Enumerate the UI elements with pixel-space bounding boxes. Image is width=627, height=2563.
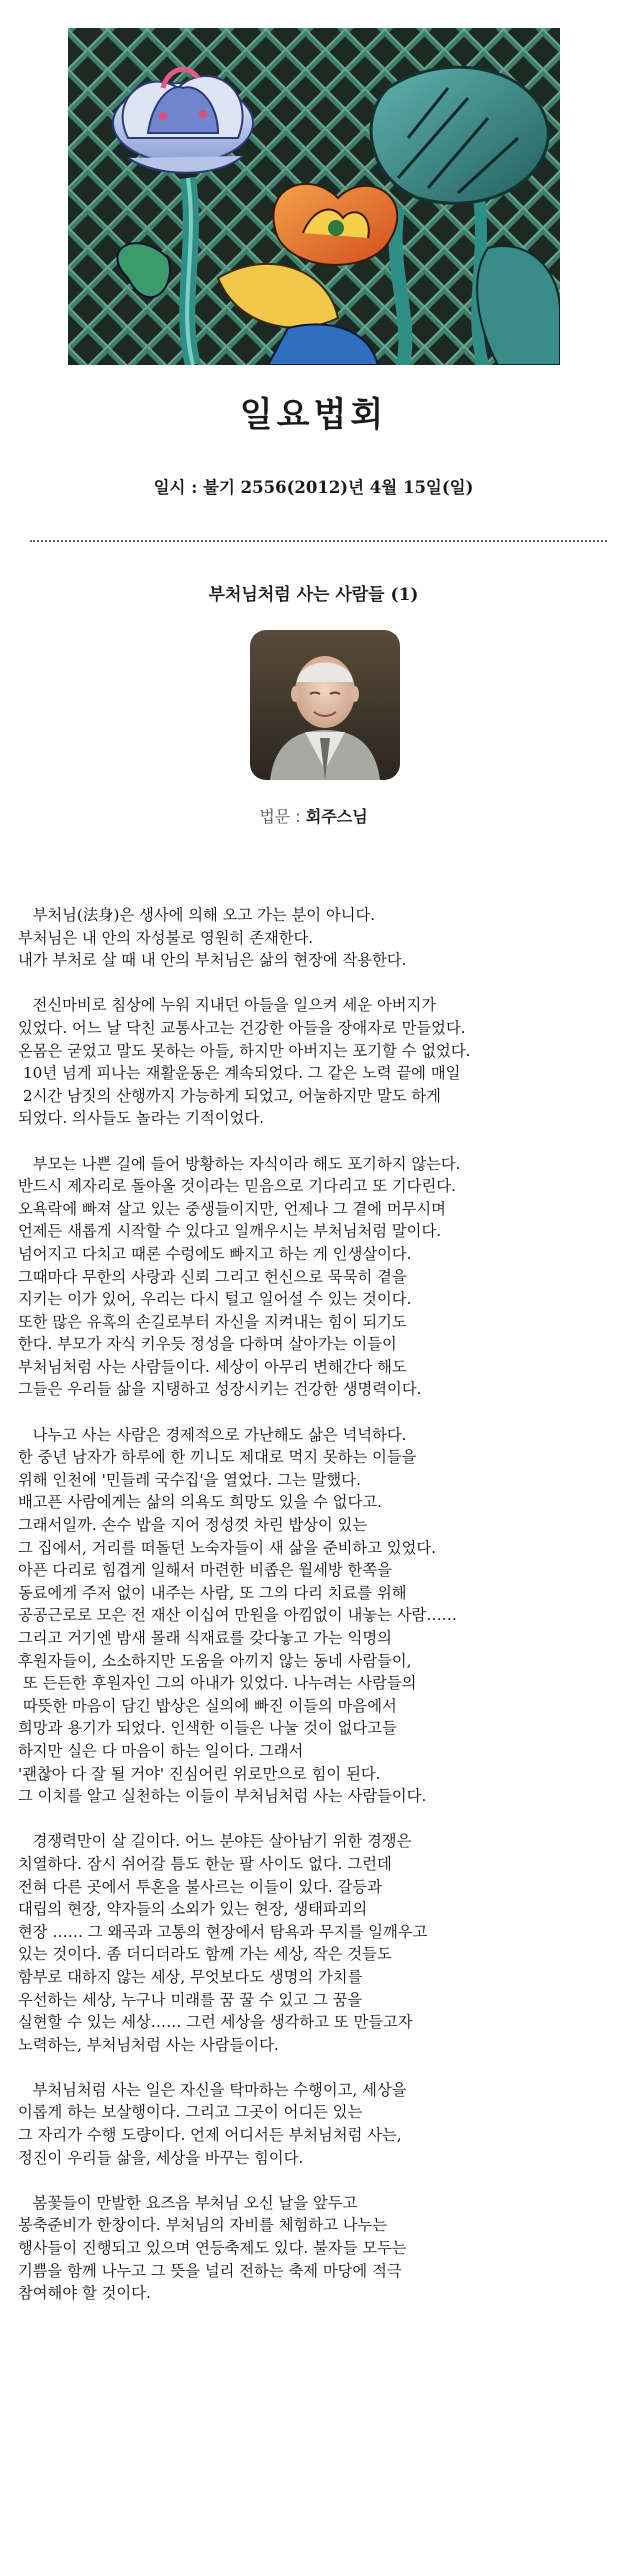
paragraph: 부처님(法身)은 생사에 의해 오고 가는 분이 아니다. 부처님은 내 안의 자성불로 영원히 존재한다. 내가 부처로 살 때 내 안의 부처님은 삶의 현장에 작용한다.	[18, 906, 407, 970]
speaker-name: 회주스님	[305, 807, 368, 826]
sermon-body	[18, 904, 618, 2327]
monk-portrait-icon	[250, 630, 400, 780]
paragraph: 봄꽃들이 만발한 요즈음 부처님 오신 날을 앞두고 봉축준비가 한창이다. 부처님의 자비를 체험하고 나누는 행사들이 진행되고 있으며 연등축제도 있다. 불자들 모두는 기쁨을 함께 나누고 그 뜻을 널리 전하는 축제 마당에 적극 참여해야 할 것이다.	[18, 2193, 407, 2303]
sermon-title: 부처님처럼 사는 사람들 (1)	[208, 585, 419, 605]
speaker-line	[0, 804, 627, 827]
dotted-divider	[30, 540, 607, 542]
paragraph: 부처님처럼 사는 일은 자신을 탁마하는 수행이고, 세상을 이롭게 하는 보살행이다. 그리고 그곳이 어디든 있는 그 자리가 수행 도량이다. 언제 어디서든 부처님처럼 사는, 정진이 우리들 삶을, 세상을 바꾸는 힘이다.	[18, 2080, 407, 2167]
paragraph: 전신마비로 침상에 누워 지내던 아들을 일으켜 세운 아버지가 있었다. 어느 날 닥친 교통사고는 건강한 아들을 장애자로 만들었다. 온몸은 굳었고 말도 못하는 아들, 하지만 아버지는 포기할 수 없었다. 10년 넘게 피나는 재활운동은 계속되었다. 그 같은 노력 끝에 매일 2시간 남짓의 산행까지 가능하게 되었고, 어눌하지만 말도 하게 되었다. 의사들도 놀라는 기적이었다.	[18, 996, 471, 1128]
speaker-portrait	[250, 630, 400, 780]
paragraph: 부모는 나쁜 길에 들어 방황하는 자식이라 해도 포기하지 않는다. 반드시 제자리로 돌아올 것이라는 믿음으로 기다리고 또 기다린다. 오욕락에 빠져 살고 있는 중생들이지만, 언제나 그 곁에 머무시며 언제든 새롭게 시작할 수 있다고 일깨우시는 부처님처럼 말이다. 넘어지고 다치고 때론 수렁에도 빠지고 하는 게 인생살이다. 그때마다 무한의 사랑과 신뢰 그리고 헌신으로 묵묵히 곁을 지키는 이가 있어, 우리는 다시 털고 일어설 수 있는 것이다. 또한 많은 유혹의 손길로부터 자신을 지켜내는 힘이 되기도 한다. 부모가 자식 키우듯 정성을 다하며 살아가는 이들이 부처님처럼 사는 사람들이다. 세상이 아무리 변해간다 해도 그들은 우리들 삶을 지탱하고 성장시키는 건강한 생명력이다.	[18, 1154, 461, 1399]
paragraph: 경쟁력만이 살 길이다. 어느 분야든 살아남기 위한 경쟁은 치열하다. 잠시 쉬어갈 틈도 한눈 팔 사이도 없다. 그런데 전혀 다른 곳에서 투혼을 불사르는 이들이 있다. 갈등과 대립의 현장, 약자들의 소외가 있는 현장, 생태파괴의 현장 …… 그 왜곡과 고통의 현장에서 탐욕과 무지를 일깨우고 있는 것이다. 좀 더디더라도 함께 가는 세상, 작은 것들도 함부로 대하지 않는 세상, 무엇보다도 생명의 가치를 우선하는 세상, 누구나 미래를 꿈 꿀 수 있고 그 꿈을 실현할 수 있는 세상…… 그런 세상을 생각하고 또 만들고자 노력하는, 부처님처럼 사는 사람들이다.	[18, 1832, 428, 2054]
lotus-lattice-painting-icon	[68, 28, 560, 365]
paragraph: 나누고 사는 사람은 경제적으로 가난해도 삶은 넉넉하다. 한 중년 남자가 하루에 한 끼니도 제대로 먹지 못하는 이들을 위해 인천에 '민들레 국수집'을 열었다. 그는 말했다. 배고픈 사람에게는 삶의 의욕도 희망도 있을 수 없다고. 그래서일까. 손수 밥을 지어 정성껏 차린 밥상이 있는 그 집에서, 거리를 떠돌던 노숙자들이 새 삶을 준비하고 있었다. 아픈 다리로 힘겹게 일해서 마련한 비좁은 월세방 한쪽을 동료에게 주저 없이 내주는 사람, 또 그의 다리 치료를 위해 공공근로로 모은 전 재산 이십여 만원을 아낌없이 내놓는 사람…… 그리고 거기엔 밤새 몰래 식재료를 갖다놓고 가는 익명의 후원자들이, 소소하지만 도움을 아끼지 않는 동네 사람들이, 또 든든한 후원자인 그의 아내가 있었다. 나누려는 사람들의 따뜻한 마음이 담긴 밥상은 실의에 빠진 이들의 마음에서 희망과 용기가 되었다. 인색한 이들은 나눌 것이 없다고들 하지만 실은 다 마음이 하는 일이다. 그래서 '괜찮아 다 잘 될 거야' 진심어린 위로만으로 힘이 된다. 그 이치를 알고 실천하는 이들이 부처님처럼 사는 사람들이다.	[18, 1425, 457, 1806]
event-date: 일시 : 불기 2556(2012)년 4월 15일(일)	[153, 478, 474, 497]
banner-image	[68, 28, 560, 365]
speaker-label: 법문 :	[259, 807, 301, 826]
page-title: 일요법회	[239, 395, 388, 435]
